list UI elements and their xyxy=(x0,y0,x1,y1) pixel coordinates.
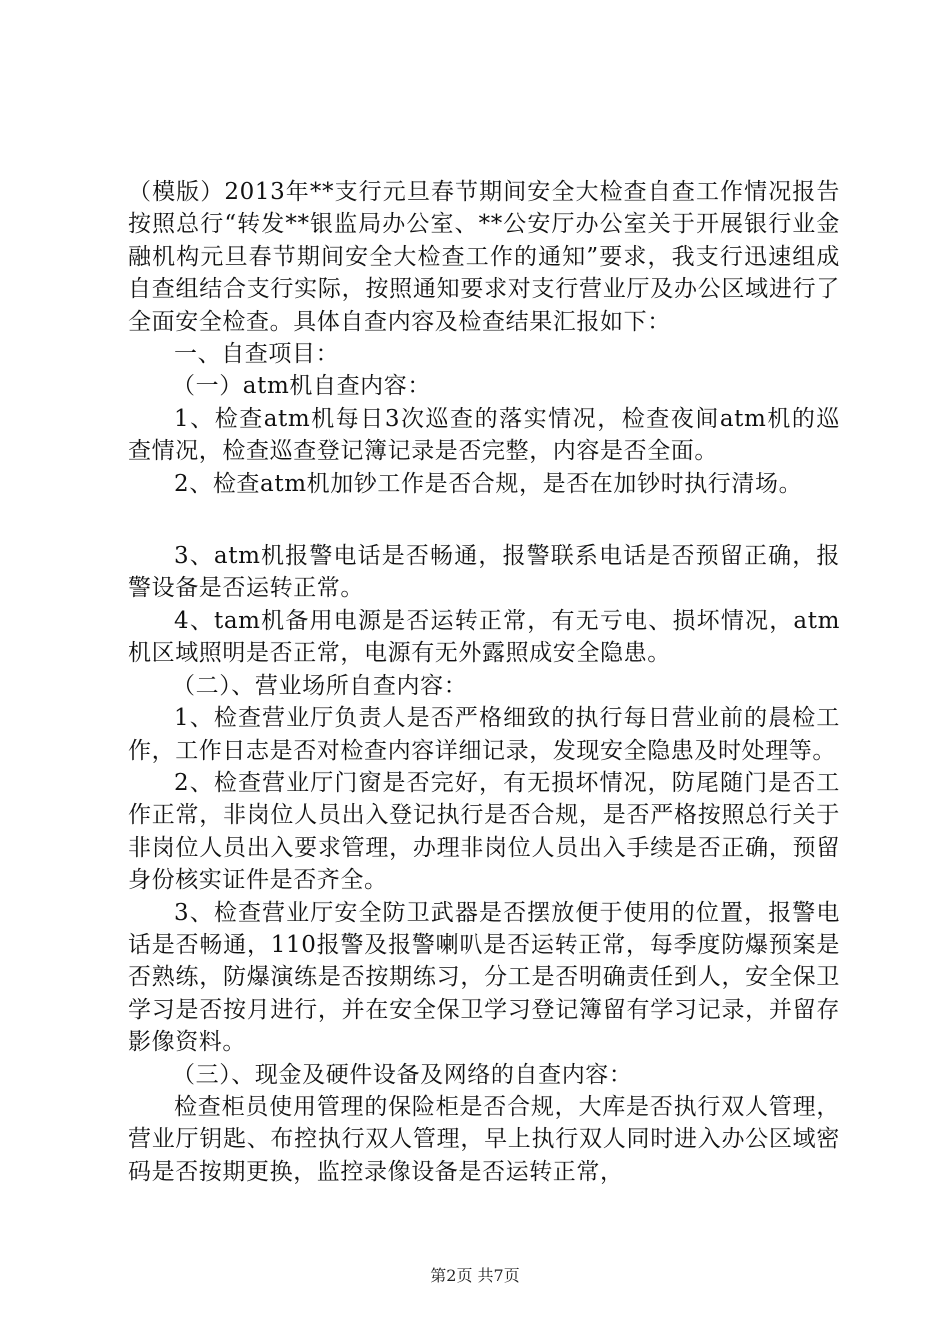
section-heading-self-check-items: 一、自查项目： xyxy=(174,341,340,368)
cash-hardware-paragraph: 检查柜员使用管理的保险柜是否合规，大库是否执行双人管理，营业厅钥匙、布控执行双人管理，早上执行双人同时进入办公区域密码是否按期更换，监控录像设备是否运转正常， xyxy=(128,1093,840,1185)
document-body xyxy=(128,176,840,1188)
page-number-footer: 第2页 共7页 xyxy=(430,1266,520,1285)
premises-item-3: 3、检查营业厅安全防卫武器是否摆放便于使用的位置，报警电话是否畅通，110报警及报警喇叭是否运转正常，每季度防爆预案是否熟练，防爆演练是否按期练习，分工是否明确责任到人，安全保卫学习是否按月进行，并在安全保卫学习登记簿留有学习记录，并留存影像资料。 xyxy=(128,899,840,1056)
atm-item-1: 1、检查atm机每日3次巡查的落实情况，检查夜间atm机的巡查情况，检查巡查登记簿记录是否完整，内容是否全面。 xyxy=(128,405,840,465)
paragraph-gap xyxy=(128,500,840,540)
intro-paragraph: （模版）2013年**支行元旦春节期间安全大检查自查工作情况报告按照总行“转发**银监局办公室、**公安厅办公室关于开展银行业金融机构元旦春节期间安全大检查工作的通知”要求，我支行迅速组成自查组结合支行实际，按照通知要求对支行营业厅及办公区域进行了全面安全检查。具体自查内容及检查结果汇报如下： xyxy=(128,179,840,335)
atm-item-4: 4、tam机备用电源是否运转正常，有无亏电、损坏情况，atm机区域照明是否正常，电源有无外露照成安全隐患。 xyxy=(128,607,840,667)
subsection-heading-business-premises: （二）、营业场所自查内容： xyxy=(172,672,468,699)
atm-item-3: 3、atm机报警电话是否畅通，报警联系电话是否预留正确，报警设备是否运转正常。 xyxy=(128,543,840,602)
atm-item-2: 2、检查atm机加钞工作是否合规，是否在加钞时执行清场。 xyxy=(174,470,803,497)
premises-item-1: 1、检查营业厅负责人是否严格细致的执行每日营业前的晨检工作，工作日志是否对检查内容详细记录，发现安全隐患及时处理等。 xyxy=(128,705,840,764)
subsection-heading-cash-hardware-network: （三）、现金及硬件设备及网络的自查内容： xyxy=(172,1061,633,1088)
subsection-heading-atm: （一）atm机自查内容： xyxy=(172,373,431,400)
premises-item-2: 2、检查营业厅门窗是否完好，有无损坏情况，防尾随门是否工作正常，非岗位人员出入登记执行是否合规，是否严格按照总行关于非岗位人员出入要求管理，办理非岗位人员出入手续是否正确，预留身份核实证件是否齐全。 xyxy=(128,769,840,894)
